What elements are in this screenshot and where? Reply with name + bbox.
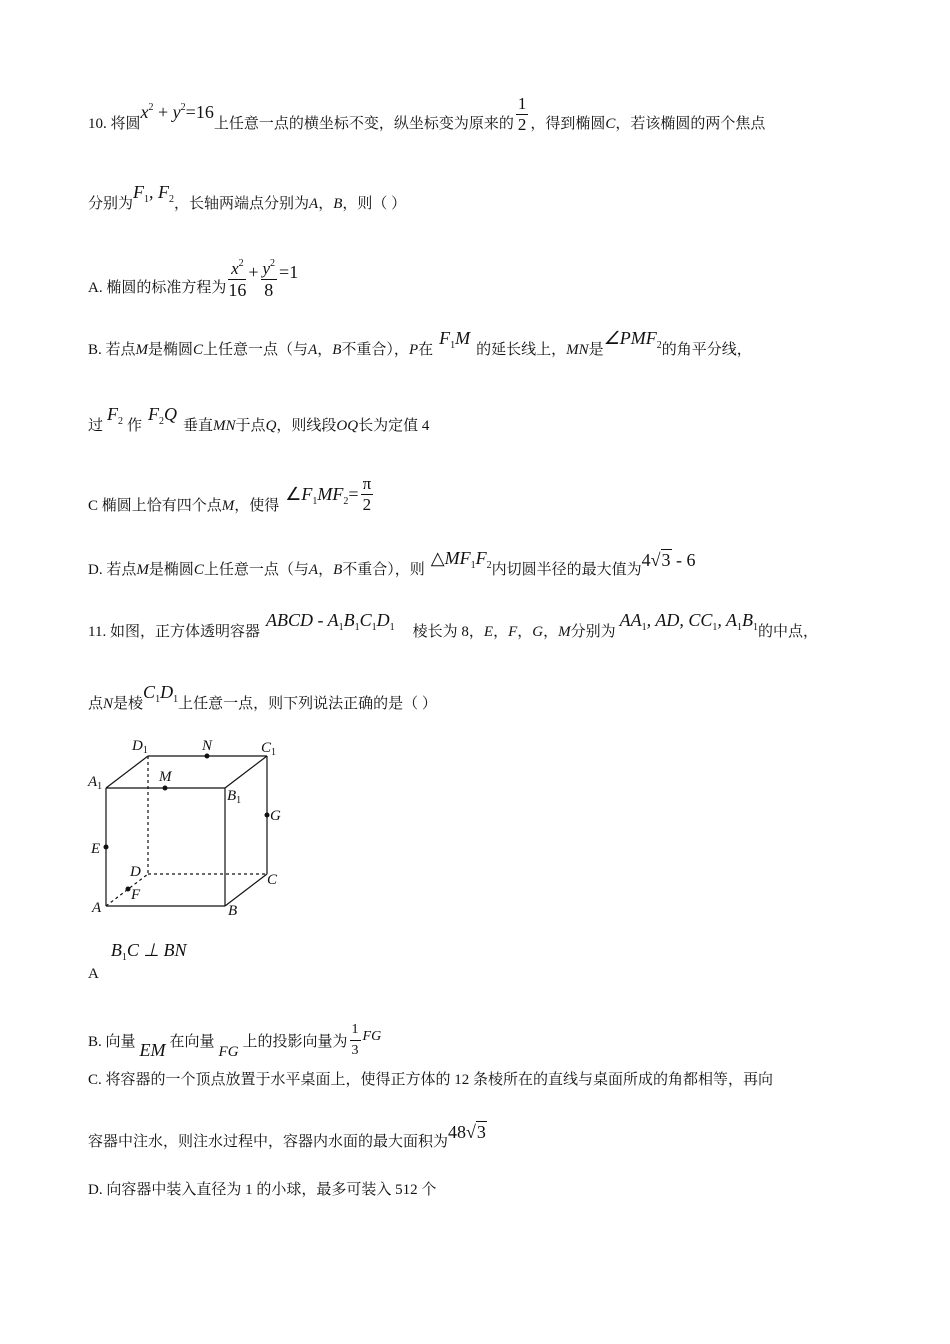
- q11-option-a: $AB_1C$ ⊥ BN: [88, 940, 187, 982]
- triangle-mf1f2: $\triangle MF_1F_2$: [430, 548, 492, 571]
- label-a: A: [92, 900, 102, 916]
- label-c1: $C_1$: [261, 740, 277, 758]
- edge-c1d1: $C_1D_1$: [143, 682, 179, 705]
- edge-b1c1: [225, 756, 267, 788]
- q10-option-b-cont: 过$F_2$ 作$F_2Q$垂直MN于点Q，则线段OQ长为定值 4: [88, 404, 430, 434]
- point-m: [163, 786, 168, 791]
- point-f: [126, 887, 131, 892]
- q10-option-b: B. 若点M是椭圆C上任意一点（与A，B不重合），P在$F_1M$的延长线上，MN是$\angle PMF_2$的角平分线，: [88, 328, 752, 358]
- edge-bc: [225, 874, 267, 906]
- label-d: D: [130, 864, 141, 880]
- circle-equation: $x^2 + y^2=16$: [140, 101, 214, 122]
- vector-fg-result: FG: [362, 1028, 382, 1044]
- label-f: F: [131, 887, 141, 903]
- label-b1: $B_1$: [227, 788, 242, 806]
- q10-option-d: D. 若点M是椭圆C上任意一点（与A，B不重合），则$\triangle MF_1F_2$内切圆半径的最大值为4√3 - 6: [88, 548, 696, 578]
- q11-option-c-cont: 容器中注水，则注水过程中，容器内水面的最大面积为48√3: [88, 1122, 486, 1150]
- label-m: M: [159, 769, 172, 785]
- vector-fg: FG: [218, 1043, 239, 1060]
- q11-line2: 点N是棱$C_1D_1$上任意一点，则下列说法正确的是（ ）: [88, 682, 437, 712]
- q11-line1: 11. 如图，正方体透明容器ABCD - $A_1B_1C_1D_1$ 棱长为 8，E，F，G，M分别为$AA_1$, AD, $CC_1$, $A_1B_1$的中点，: [88, 610, 819, 640]
- q10-line2: 分别为$F_1$, $F_2$，长轴两端点分别为A，B，则（ ）: [88, 182, 407, 212]
- fraction-y2-8: $\frac{y^2}{8}$: [261, 254, 278, 300]
- midpoint-edges: $AA_1$, AD, $CC_1$, $A_1B_1$: [619, 610, 759, 633]
- q11-option-d: D. 向容器中装入直径为 1 的小球，最多可装入 512 个: [88, 1182, 437, 1198]
- q10-line1: 10. 将圆$x^2 + y^2=16$上任意一点的横坐标不变，纵坐标变为原来的 $\frac{1}{2}$ ，得到椭圆C，若该椭圆的两个焦点: [88, 94, 766, 134]
- cube-name: ABCD - $A_1B_1C_1D_1$: [265, 610, 395, 633]
- label-c: C: [267, 872, 278, 888]
- q11-option-b: B. 向量 EM 在向量FG上的投影向量为 $\frac{1}{3}$ FG: [88, 1022, 382, 1060]
- point-e: [104, 845, 109, 850]
- point-n: [205, 754, 210, 759]
- fraction-x2-16: $\frac{x^2}{16}$: [228, 254, 246, 300]
- fraction-one-third: $\frac{1}{3}$: [351, 1022, 359, 1058]
- label-g: G: [270, 808, 281, 824]
- segment-f2q: $F_2Q$: [148, 404, 178, 427]
- q11-option-c: C. 将容器的一个顶点放置于水平桌面上，使得正方体的 12 条棱所在的直线与桌面所成的角都相等，再向: [88, 1072, 774, 1088]
- point-g: [265, 813, 270, 818]
- angle-pmf2: $\angle PMF_2$: [603, 328, 662, 351]
- expr-b1c-perp-bn: $B_1C$ ⊥ BN: [110, 940, 187, 963]
- angle-f1mf2: $\angle F_1MF_2=$: [285, 483, 359, 507]
- label-e: E: [91, 841, 101, 857]
- q10-option-c: C 椭圆上恰有四个点M，使得$\angle F_1MF_2=$ $\frac{\pi}{2}$: [88, 474, 372, 514]
- fraction-half: $\frac{1}{2}$: [517, 94, 527, 134]
- vector-em: EM: [139, 1039, 166, 1060]
- q10-option-a: A. 椭圆的标准方程为 $\frac{x^2}{16}$ + $\frac{y^2}{8}$ =1: [88, 254, 298, 300]
- label-b: B: [228, 903, 238, 919]
- edge-a1d1: [106, 756, 148, 788]
- fraction-pi-2: $\frac{\pi}{2}$: [362, 474, 372, 514]
- label-d1: $D_1$: [132, 738, 148, 756]
- value-4sqrt3-6: 4√3 - 6: [641, 550, 696, 570]
- segment-f1m: $F_1M$: [439, 328, 471, 351]
- foci-f1-f2: $F_1$, $F_2$: [133, 182, 175, 205]
- label-a1: $A_1$: [88, 774, 103, 792]
- cube-figure: [86, 734, 296, 924]
- value-48sqrt3: 48√3: [448, 1122, 486, 1142]
- label-n: N: [202, 738, 213, 754]
